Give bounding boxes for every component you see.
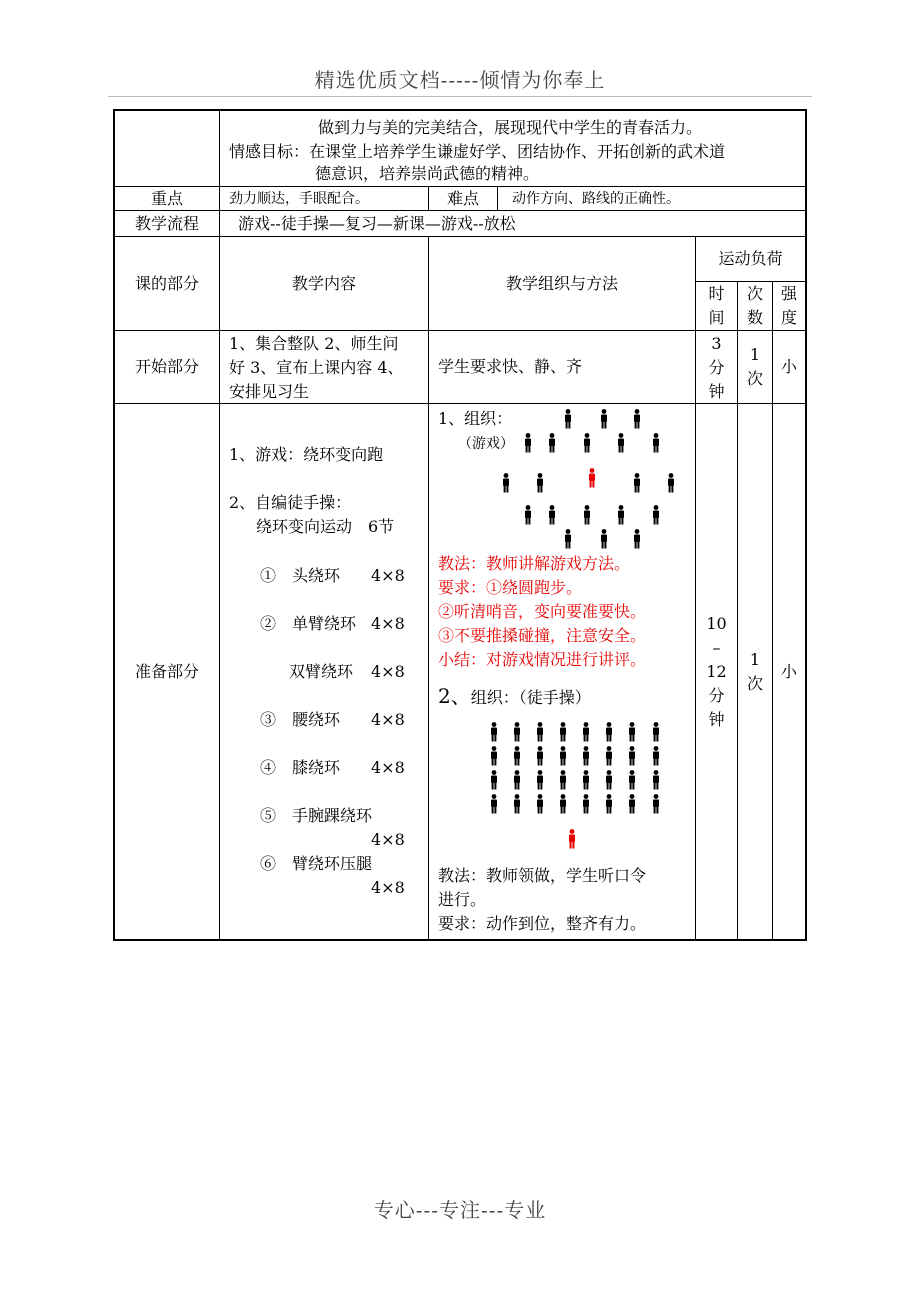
person-icon — [535, 770, 545, 790]
prep-intensity: 小 — [780, 661, 797, 681]
prep-drill-title: 2、自编徒手操： — [229, 493, 352, 512]
person-icon — [627, 770, 637, 790]
person-icon — [512, 770, 522, 790]
start-intensity: 小 — [780, 357, 797, 376]
drill-item-reps: 4×8 — [371, 830, 405, 849]
person-icon — [666, 473, 676, 493]
col-load-header: 运动负荷 — [718, 249, 783, 268]
person-icon — [535, 794, 545, 814]
prep-game: 1、游戏：绕环变向跑 — [229, 445, 384, 464]
col-intensity-header: 强 度 — [780, 284, 797, 327]
person-icon — [512, 746, 522, 766]
person-icon — [558, 794, 568, 814]
person-icon — [547, 505, 557, 525]
person-icon — [547, 433, 557, 453]
person-icon — [582, 433, 592, 453]
keypoint-label: 重点 — [150, 188, 183, 208]
col-part-header: 课的部分 — [134, 273, 199, 293]
person-icon — [616, 505, 626, 525]
page-header: 精选优质文档-----倾情为你奉上 — [314, 68, 606, 92]
person-icon — [604, 770, 614, 790]
person-icon — [651, 770, 661, 790]
person-icon — [582, 505, 592, 525]
org2-label — [438, 684, 591, 710]
person-icon — [632, 473, 642, 493]
person-icon — [535, 473, 545, 493]
start-part-label: 开始部分 — [134, 357, 199, 376]
start-content: 1、集合整队 2、师生问 好 3、宣布上课内容 4、 安排见习生 — [229, 334, 404, 401]
summary: 小结：对游戏情况进行讲评。 — [438, 650, 647, 669]
person-icon — [616, 433, 626, 453]
drill-item-reps: 4×8 — [371, 566, 405, 585]
start-method: 学生要求快、静、齐 — [438, 357, 583, 376]
difficulty-label: 难点 — [446, 188, 479, 208]
person-icon — [563, 409, 573, 429]
col-content-header: 教学内容 — [291, 273, 356, 293]
keypoint-text: 劲力顺达，手眼配合。 — [229, 191, 369, 207]
person-icon — [581, 722, 591, 742]
drill-item-name: ⑥ 臂绕环压腿 — [260, 854, 373, 873]
col-count-header: 次 数 — [746, 284, 763, 327]
teach-method-2: 教法：教师领做，学生听口令 进行。 — [438, 866, 647, 909]
person-icon — [604, 746, 614, 766]
person-icon — [512, 794, 522, 814]
person-icon — [651, 505, 661, 525]
person-icon — [558, 722, 568, 742]
person-icon — [651, 794, 661, 814]
teacher-person-icon — [567, 829, 577, 849]
drill-item-name: ③ 腰绕环 — [260, 710, 341, 729]
person-icon — [581, 794, 591, 814]
requirement-final: 要求：动作到位，整齐有力。 — [438, 914, 647, 933]
person-icon — [489, 722, 499, 742]
teach-method: 教法：教师讲解游戏方法。 — [438, 554, 631, 573]
prep-count: 1 次 — [746, 650, 763, 693]
start-time: 3 分 钟 — [708, 334, 725, 401]
person-icon — [512, 722, 522, 742]
org2-number: 2、 — [438, 684, 471, 708]
drill-item-name: ① 头绕环 — [260, 566, 341, 585]
person-icon — [627, 746, 637, 766]
emotion-goal-text: 在课堂上培养学生谦虚好学、团结协作、开拓创新的武术道 — [309, 142, 726, 161]
requirement-3: ③不要推搡碰撞，注意安全。 — [438, 626, 647, 645]
person-icon — [651, 746, 661, 766]
person-icon — [523, 433, 533, 453]
person-icon — [535, 722, 545, 742]
person-icon — [581, 746, 591, 766]
goal-line-1: 做到力与美的完美结合，展现现代中学生的青春活力。 — [318, 118, 703, 137]
person-icon — [651, 722, 661, 742]
person-icon — [489, 770, 499, 790]
prep-part-label: 准备部分 — [134, 661, 199, 681]
person-icon — [558, 746, 568, 766]
page-footer: 专心---专注---专业 — [373, 1198, 547, 1222]
prep-drill-sub: 绕环变向运动 6节 — [256, 517, 395, 536]
drill-item-reps: 4×8 — [371, 878, 405, 897]
person-icon — [632, 409, 642, 429]
org1-sub: （游戏） — [458, 436, 514, 452]
goal-line-3: 德意识，培养崇尚武德的精神。 — [315, 164, 540, 183]
drill-item-name: ⑤ 手腕踝绕环 — [260, 806, 373, 825]
emotion-goal-line — [229, 140, 804, 164]
person-icon — [651, 433, 661, 453]
person-icon — [599, 529, 609, 549]
person-icon — [581, 770, 591, 790]
drill-item-reps: 4×8 — [371, 710, 405, 729]
start-count: 1 次 — [746, 345, 763, 388]
requirement-1: 要求：①绕圆跑步。 — [438, 578, 583, 597]
drill-item-reps: 4×8 — [371, 662, 405, 681]
drill-item-reps: 4×8 — [371, 758, 405, 777]
org1-label: 1、组织： — [438, 409, 513, 428]
difficulty-text: 动作方向、路线的正确性。 — [512, 191, 680, 207]
person-icon — [627, 794, 637, 814]
flow-text: 游戏--徒手操—复习—新课—游戏--放松 — [238, 214, 516, 233]
person-icon — [627, 722, 637, 742]
person-icon — [523, 505, 533, 525]
emotion-goal-label: 情感目标： — [229, 142, 310, 161]
person-icon — [489, 794, 499, 814]
person-icon — [501, 473, 511, 493]
col-method-header: 教学组织与方法 — [505, 273, 618, 293]
flow-label: 教学流程 — [134, 213, 199, 233]
header-divider — [108, 96, 812, 97]
drill-item-name: ② 单臂绕环 — [260, 614, 357, 633]
person-icon — [599, 409, 609, 429]
drill-item-name: 双臂绕环 — [289, 662, 354, 681]
person-icon — [558, 770, 568, 790]
drill-item-name: ④ 膝绕环 — [260, 758, 341, 777]
prep-time: 10 – 12 分 钟 — [706, 614, 727, 729]
person-icon — [604, 722, 614, 742]
person-icon — [604, 794, 614, 814]
person-icon — [535, 746, 545, 766]
person-icon — [563, 529, 573, 549]
requirement-2: ②听清哨音，变向要准要快。 — [438, 602, 647, 621]
person-icon — [632, 529, 642, 549]
org2-text: 组织：（徒手操） — [470, 688, 591, 707]
drill-item-reps: 4×8 — [371, 614, 405, 633]
person-icon — [489, 746, 499, 766]
teacher-person-icon — [587, 468, 597, 488]
col-time-header: 时 间 — [708, 284, 725, 327]
